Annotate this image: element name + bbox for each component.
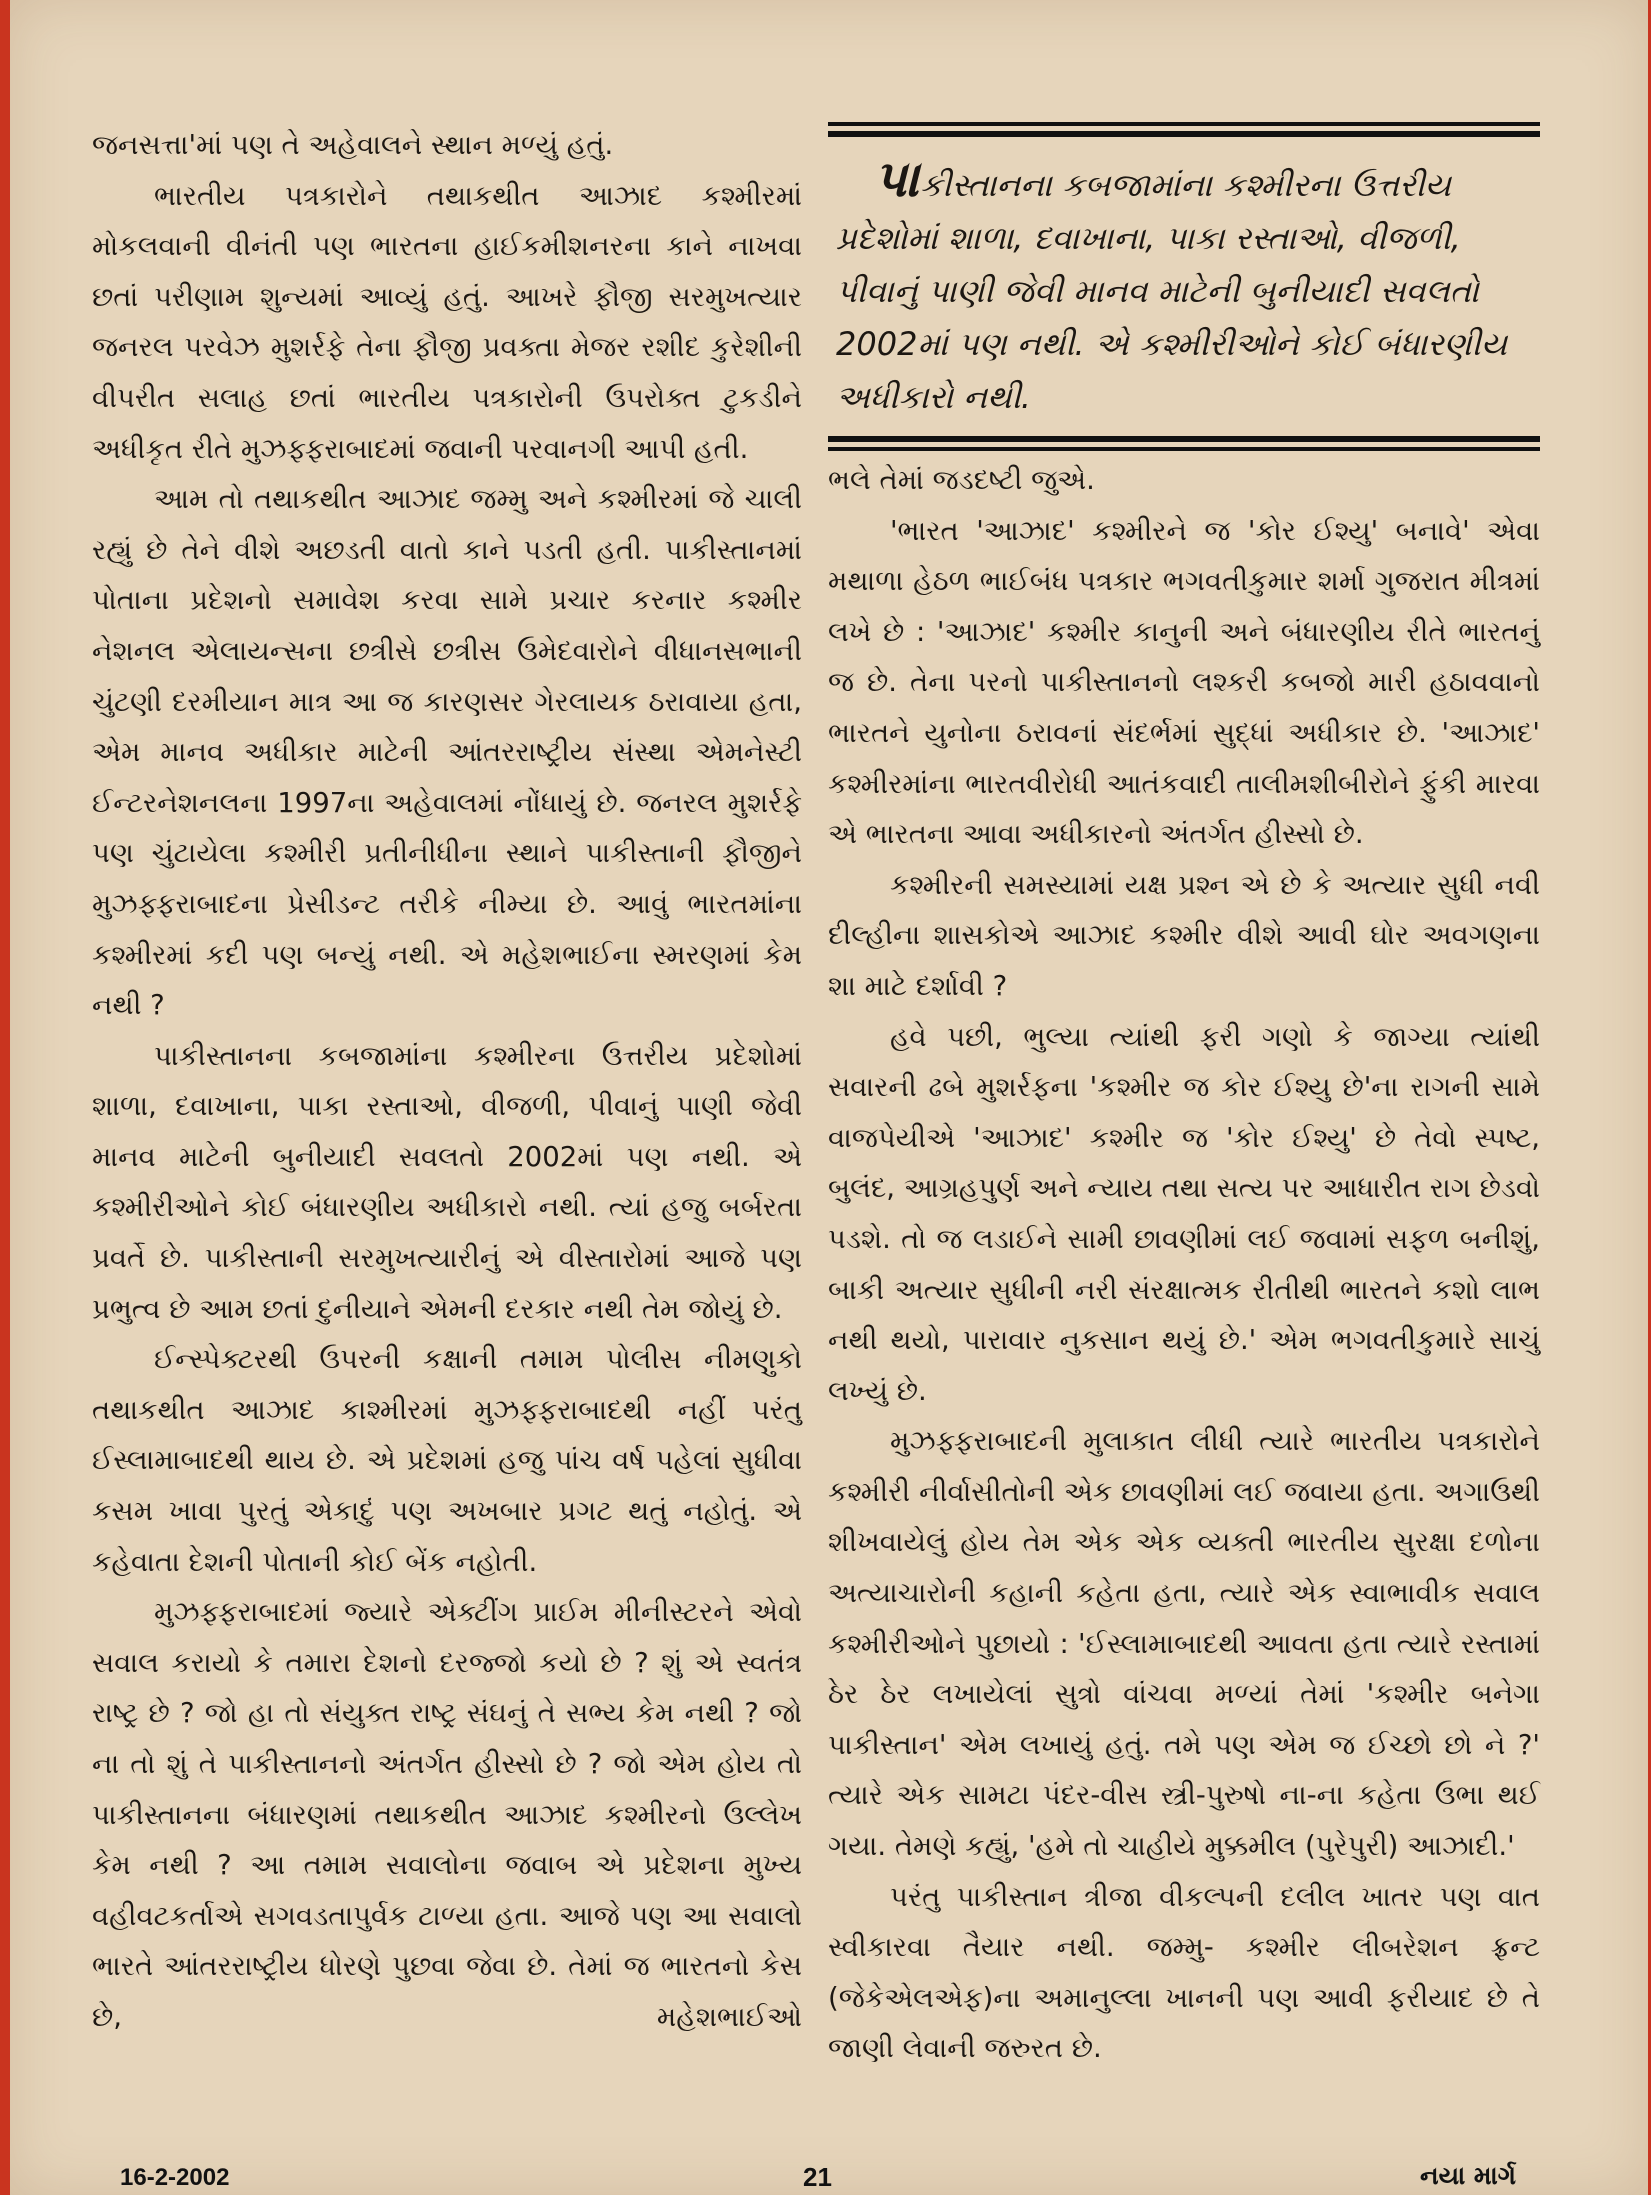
paragraph: 'ભારત 'આઝાદ' કશ્મીરને જ 'કોર ઈશ્યુ' બનાવે' એવા મથાળા હેઠળ ભાઈબંધ પત્રકાર ભગવતીકુમાર શર્મા ગુજરાત મીત્રમાં લખે છે : 'આઝાદ' કશ્મીર કાનુની અને બંધારણીય રીતે ભારતનું જ છે. તેના પરનો પાકીસ્તાનનો લશ્કરી કબજો મારી હઠાવવાનો ભારતને યુનોના ઠરાવનાં સંદર્ભમાં સુદ્ધાં અધીકાર છે. 'આઝાદ' કશ્મીરમાંના ભારતવીરોધી આતંકવાદી તાલીમશીબીરોને ફુંકી મારવા એ ભારતના આવા અધીકારનો અંતર્ગત હીસ્સો છે. [828,514,1540,851]
paragraph: પરંતુ પાકીસ્તાન ત્રીજા વીકલ્પની દલીલ ખાતર પણ વાત સ્વીકારવા તૈયાર નથી. જમ્મુ- કશ્મીર લીબરેશન ફ્રન્ટ (જેકેએલએફ)ના અમાનુલ્લા ખાનની પણ આવી ફરીયાદ છે તે જાણી લેવાની જરુરત છે. [828,1880,1540,2065]
magazine-name: નયા માર્ગ [1420,2161,1516,2190]
page-number: 21 [803,2162,832,2192]
paragraph: આમ તો તથાકથીત આઝાદ જમ્મુ અને કશ્મીરમાં જે ચાલી રહ્યું છે તેને વીશે અછડતી વાતો કાને પડતી હતી. પાકીસ્તાનમાં પોતાના પ્રદેશનો સમાવેશ કરવા સામે પ્રચાર કરનાર કશ્મીર નેશનલ એલાયન્સના છત્રીસે છત્રીસ ઉમેદવારોને વીધાનસભાની ચુંટણી દરમીયાન માત્ર આ જ કારણસર ગેરલાયક ઠરાવાયા હતા, એમ માનવ અધીકાર માટેની આંતરરાષ્ટ્રીય સંસ્થા એમનેસ્ટી ઈન્ટરનેશનલના 1997ના અહેવાલમાં નોંધાયું છે. જનરલ મુશર્રફે પણ ચુંટાયેલા કશ્મીરી પ્રતીનીધીના સ્થાને પાકીસ્તાની ફૌજીને મુઝફ્ફરાબાદના પ્રેસીડન્ટ તરીકે નીમ્યા છે. આવું ભારતમાંના કશ્મીરમાં કદી પણ બન્યું નથી. એ મહેશભાઈના સ્મરણમાં કેમ નથી ? [92,483,802,1022]
paragraph: ભારતીય પત્રકારોને તથાકથીત આઝાદ કશ્મીરમાં મોકલવાની વીનંતી પણ ભારતના હાઈકમીશનરના કાને નાખવા છતાં પરીણામ શુન્યમાં આવ્યું હતું. આખરે ફૌજી સરમુખત્યાર જનરલ પરવેઝ મુશર્રફે તેના ફૌજી પ્રવક્તા મેજર રશીદ કુરેશીની વીપરીત સલાહ છતાં ભારતીય પત્રકારોની ઉપરોક્ત ટુકડીને અધીકૃત રીતે મુઝફ્ફરાબાદમાં જવાની પરવાનગી આપી હતી. [92,179,802,465]
magazine-page [10,0,1648,2195]
pull-quote-top-rule [828,122,1540,137]
paragraph: મુઝફ્ફરાબાદની મુલાકાત લીધી ત્યારે ભારતીય પત્રકારોને કશ્મીરી નીર્વાસીતોની એક છાવણીમાં લઈ જવાયા હતા. અગાઉથી શીખવાયેલું હોય તેમ એક એક વ્યક્તી ભારતીય સુરક્ષા દળોના અત્યાચારોની કહાની કહેતા હતા, ત્યારે એક સ્વાભાવીક સવાલ કશ્મીરીઓને પુછાયો : 'ઈસ્લામાબાદથી આવતા હતા ત્યારે રસ્તામાં ઠેર ઠેર લખાયેલાં સુત્રો વાંચવા મળ્યાં તેમાં 'કશ્મીર બનેગા પાકીસ્તાન' એમ લખાયું હતું. તમે પણ એમ જ ઈચ્છો છો ને ?' ત્યારે એક સામટા પંદર-વીસ સ્ત્રી-પુરુષો ના-ના કહેતા ઉભા થઈ ગયા. તેમણે કહ્યું, 'હમે તો ચાહીયે મુક્કમીલ (પુરેપુરી) આઝાદી.' [828,1425,1540,1863]
paragraph: હવે પછી, ભુલ્યા ત્યાંથી ફરી ગણો કે જાગ્યા ત્યાંથી સવારની ઢબે મુશર્રફના 'કશ્મીર જ કોર ઈશ્યુ છે'ના રાગની સામે વાજપેયીએ 'આઝાદ' કશ્મીર જ 'કોર ઈશ્યુ' છે તેવો સ્પષ્ટ, બુલંદ, આગ્રહપુર્ણ અને ન્યાય તથા સત્ય પર આધારીત રાગ છેડવો પડશે. તો જ લડાઈને સામી છાવણીમાં લઈ જવામાં સફળ બનીશું, બાકી અત્યાર સુધીની નરી સંરક્ષાત્મક રીતીથી ભારતને કશો લાભ નથી થયો, પારાવાર નુકસાન થયું છે.' એમ ભગવતીકુમારે સાચું લખ્યું છે. [828,1020,1540,1407]
pull-quote [828,122,1540,451]
paragraph: ઈન્સ્પેક્ટરથી ઉપરની કક્ષાની તમામ પોલીસ નીમણુકો તથાકથીત આઝાદ કાશ્મીરમાં મુઝફ્ફરાબાદથી નહીં પરંતુ ઈસ્લામાબાદથી થાય છે. એ પ્રદેશમાં હજુ પાંચ વર્ષ પહેલાં સુધીવા કસમ ખાવા પુરતું એકાદું પણ અખબાર પ્રગટ થતું નહોતું. એ કહેવાતા દેશની પોતાની કોઈ બેંક નહોતી. [92,1343,802,1578]
pull-quote-bottom-rule [828,436,1540,451]
right-column [828,0,1540,2074]
footer-date: 16-2-2002 [120,2164,230,2191]
left-column [92,0,802,2043]
paragraph: ભલે તેમાં જડદષ્ટી જુએ. [828,464,1095,496]
paragraph: કશ્મીરની સમસ્યામાં યક્ષ પ્રશ્ન એ છે કે અત્યાર સુધી નવી દીલ્હીના શાસકોએ આઝાદ કશ્મીર વીશે આવી ઘોર અવગણના શા માટે દર્શાવી ? [828,868,1540,1002]
paragraph: મુઝફ્ફરાબાદમાં જ્યારે એક્ટીંગ પ્રાઈમ મીનીસ્ટરને એવો સવાલ કરાયો કે તમારા દેશનો દરજ્જો કયો છે ? શું એ સ્વતંત્ર રાષ્ટ્ર છે ? જો હા તો સંયુક્ત રાષ્ટ્ર સંઘનું તે સભ્ય કેમ નથી ? જો ના તો શું તે પાકીસ્તાનનો અંતર્ગત હીસ્સો છે ? જો એમ હોય તો પાકીસ્તાનના બંધારણમાં તથાકથીત આઝાદ કશ્મીરનો ઉલ્લેખ કેમ નથી ? આ તમામ સવાલોના જવાબ એ પ્રદેશના મુખ્ય વહીવટકર્તાએ સગવડતાપુર્વક ટાળ્યા હતા. આજે પણ આ સવાલો ભારતે આંતરરાષ્ટ્રીય ધોરણે પુછવા જેવા છે. તેમાં જ ભારતનો કેસ છે, મહેશભાઈઓ [92,1596,802,2033]
pull-quote-body: કીસ્તાનના કબજામાંના કશ્મીરના ઉત્તરીય પ્રદેશોમાં શાળા, દવાખાના, પાકા રસ્તાઓ, વીજળી, પીવાનું પાણી જેવી માનવ માટેની બુનીયાદી સવલતો 2002માં પણ નથી. એ કશ્મીરીઓને કોઈ બંધારણીય અધીકારો નથી. [836,166,1508,416]
pull-quote-dropcap: પા [874,150,920,208]
pull-quote-text [828,137,1540,436]
paragraph: પાકીસ્તાનના કબજામાંના કશ્મીરના ઉત્તરીય પ્રદેશોમાં શાળા, દવાખાના, પાકા રસ્તાઓ, વીજળી, પીવાનું પાણી જેવી માનવ માટેની બુનીયાદી સવલતો 2002માં પણ નથી. એ કશ્મીરીઓને કોઈ બંધારણીય અધીકારો નથી. ત્યાં હજુ બર્બરતા પ્રવર્તે છે. પાકીસ્તાની સરમુખત્યારીનું એ વીસ્તારોમાં આજે પણ પ્રભુત્વ છે આમ છતાં દુનીયાને એમની દરકાર નથી તેમ જોયું છે. [92,1039,802,1325]
paragraph: જનસત્તા'માં પણ તે અહેવાલને સ્થાન મળ્યું હતું. [92,129,614,161]
